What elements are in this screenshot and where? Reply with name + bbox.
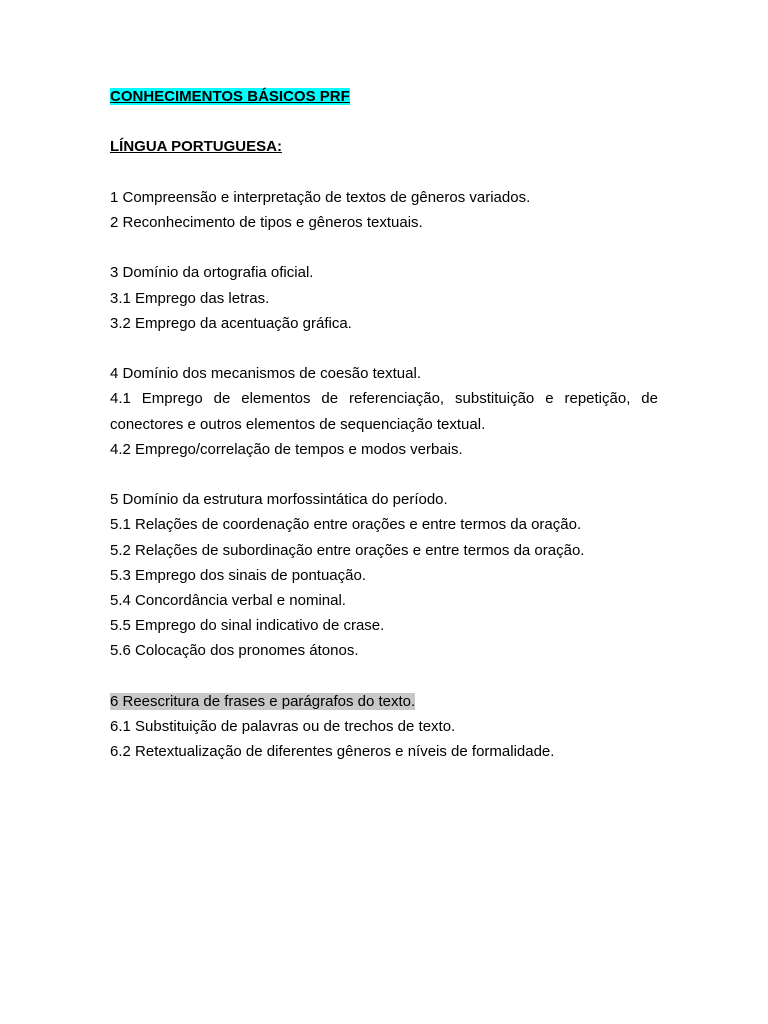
topic-item: 4 Domínio dos mecanismos de coesão textual. xyxy=(110,365,421,383)
spacer xyxy=(110,462,658,487)
section-heading-line xyxy=(110,134,658,159)
subtopic-item: 6.1 Substituição de palavras ou de trechos de texto. xyxy=(110,717,456,735)
document-title-line xyxy=(110,84,658,109)
subtopic-item: 6.2 Retextualização de diferentes gêneros e níveis de formalidade. xyxy=(110,743,555,761)
document-body xyxy=(110,84,658,764)
topic-item-highlighted-line xyxy=(110,689,658,714)
section-heading: LÍNGUA PORTUGUESA: xyxy=(110,138,282,156)
topic-item: 5 Domínio da estrutura morfossintática do período. xyxy=(110,491,448,509)
subtopic-item: 4.1 Emprego de elementos de referenciação, substituição e repetição, de conectores e outros elementos de sequenciação textual. xyxy=(110,390,658,433)
spacer xyxy=(110,109,658,134)
topic-item: 3 Domínio da ortografia oficial. xyxy=(110,264,314,282)
subtopic-item: 5.4 Concordância verbal e nominal. xyxy=(110,591,346,609)
topic-item: 2 Reconhecimento de tipos e gêneros textuais. xyxy=(110,213,423,231)
subtopic-item: 3.1 Emprego das letras. xyxy=(110,289,270,307)
document-title: CONHECIMENTOS BÁSICOS PRF xyxy=(110,88,350,105)
topic-item: 6 Reescritura de frases e parágrafos do texto. xyxy=(110,692,416,710)
subtopic-item: 5.1 Relações de coordenação entre orações e entre termos da oração. xyxy=(110,516,582,534)
subtopic-item: 5.3 Emprego dos sinais de pontuação. xyxy=(110,566,367,584)
spacer xyxy=(110,664,658,689)
subtopic-item: 4.2 Emprego/correlação de tempos e modos verbais. xyxy=(110,440,463,458)
subtopic-item: 3.2 Emprego da acentuação gráfica. xyxy=(110,314,352,332)
subtopic-item: 5.6 Colocação dos pronomes átonos. xyxy=(110,642,359,660)
spacer xyxy=(110,235,658,260)
subtopic-item: 5.5 Emprego do sinal indicativo de crase. xyxy=(110,617,385,635)
spacer xyxy=(110,336,658,361)
subtopic-item: 5.2 Relações de subordinação entre orações e entre termos da oração. xyxy=(110,541,585,559)
topic-item: 1 Compreensão e interpretação de textos de gêneros variados. xyxy=(110,188,531,206)
spacer xyxy=(110,160,658,185)
